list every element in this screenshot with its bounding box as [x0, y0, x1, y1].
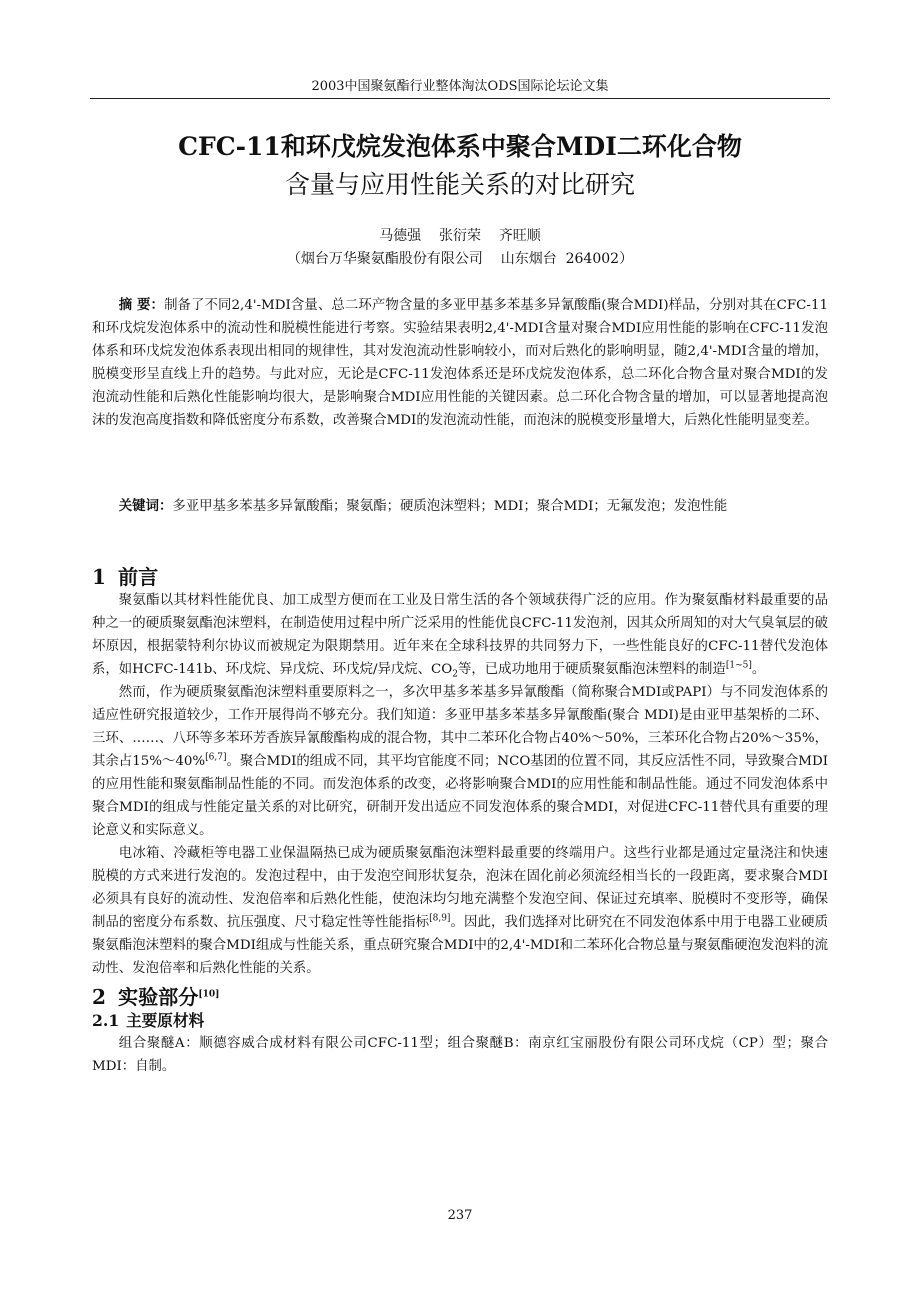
paragraph-1: 聚氨酯以其材料性能优良、加工成型方便而在工业及日常生活的各个领域获得广泛的应用。作为聚氨酯材料最重要的品种之一的硬质聚氨酯泡沫塑料，在制造使用过程中所广泛采用的性能优良CFC-11发泡剂，因其众所周知的对大气臭氧层的破坏原因，根据蒙特利尔协议而被规定为限期禁用。近年来在全球科技界的共同努力下，一些性能良好的CFC-11替代发泡体系，如HCFC-141b、环戊烷、异戊烷、环戊烷/异戊烷、$CO_2$等，已成功地用于硬质聚氨酯泡沫塑料的制造[1~5]。	[92, 593, 828, 680]
keywords	[92, 495, 828, 518]
section-1-number: 1	[92, 565, 106, 589]
section-2-title: 实验部分	[118, 985, 199, 1009]
paragraph-3: 电冰箱、冷藏柜等电器工业保温隔热已成为硬质聚氨酯泡沫塑料最重要的终端用户。这些行业都是通过定量浇注和快速脱模的方式来进行发泡的。发泡过程中，由于发泡空间形状复杂，泡沫在固化前必须流经相当长的一段距离，要求聚合MDI必须具有良好的流动性、发泡倍率和后熟化性能，使泡沫均匀地充满整个发泡空间、保证过充填率、脱模时不变形等，确保制品的密度分布系数、抗压强度、尺寸稳定性等性能指标[8,9]。因此，我们选择对比研究在不同发泡体系中用于电器工业硬质聚氨酯泡沫塑料的聚合MDI组成与性能关系，重点研究聚合MDI中的2,4'-MDI和二苯环化合物总量与聚氨酯硬泡发泡料的流动性、发泡倍率和后熟化性能的关系。	[92, 846, 829, 976]
section-1-heading	[92, 566, 828, 589]
paragraph-materials: 组合聚醚A：顺德容威合成材料有限公司CFC-11型；组合聚醚B：南京红宝丽股份有限公司环戊烷（CP）型；聚合MDI：自制。	[92, 1036, 828, 1074]
header-rule	[90, 98, 830, 99]
abstract-label: 摘 要：	[118, 297, 165, 313]
keywords-text: 多亚甲基多苯基多异氰酸酯；聚氨酯；硬质泡沫塑料；MDI；聚合MDI；无氟发泡；发泡性能	[172, 499, 728, 514]
citation-ref: [1~5]	[725, 660, 752, 671]
citation-ref: [10]	[198, 989, 220, 1000]
affiliation: （烟台万华聚氨酯股份有限公司 山东烟台 264002）	[286, 251, 634, 267]
section-1-title: 前言	[118, 565, 159, 589]
authors: 马德强 张衍荣 齐旺顺	[379, 228, 541, 244]
section-2-1-title: 主要原材料	[126, 1011, 205, 1030]
paper-title	[90, 128, 830, 204]
page-number: 237	[447, 1208, 473, 1223]
section-2-number: 2	[92, 985, 106, 1009]
citation-ref: [6,7]	[205, 752, 227, 763]
running-head: 2003中国聚氨酯行业整体淘汰ODS国际论坛论文集	[311, 79, 609, 94]
subscript-2: 2	[452, 669, 459, 680]
section-2-1-heading	[92, 1009, 828, 1032]
main-body	[92, 566, 828, 1078]
paragraph-2: 然而，作为硬质聚氨酯泡沫塑料重要原料之一，多次甲基多苯基多异氰酸酯（简称聚合MDI或PAPI）与不同发泡体系的适应性研究报道较少，工作开展得尚不够充分。我们知道：多亚甲基多苯基多异氰酸酯(聚合 MDI)是由亚甲基架桥的二环、三环、……、八环等多苯环芳香族异氰酸酯构成的混合物，其中二苯环化合物占40%～50%，三苯环化合物占20%～35%，其余占15%～40%[6,7]。聚合MDI的组成不同，其平均官能度不同；NCO基团的位置不同，其反应活性不同，导致聚合MDI的应用性能和聚氨酯制品性能的不同。而发泡体系的改变，必将影响聚合MDI的应用性能和制品性能。通过不同发泡体系中聚合MDI的组成与性能定量关系的对比研究，研制开发出适应不同发泡体系的聚合MDI，对促进CFC-11替代具有重要的理论意义和实际意义。	[92, 685, 828, 838]
abstract	[92, 294, 828, 432]
keywords-label: 关键词：	[118, 498, 173, 514]
section-2-heading	[92, 986, 828, 1009]
title-line-1: CFC-11和环戊烷发泡体系中聚合MDI二环化合物	[178, 132, 742, 161]
abstract-text: 制备了不同2,4'-MDI含量、总二环产物含量的多亚甲基多苯基多异氰酸酯(聚合MDI)样品，分别对其在CFC-11和环戊烷发泡体系中的流动性和脱模性能进行考察。实验结果表明2,4'-MDI含量对聚合MDI应用性能的影响在CFC-11发泡体系和环戊烷发泡体系表现出相同的规律性，其对发泡流动性影响较小，而对后熟化的影响明显，随2,4'-MDI含量的增加，脱模变形呈直线上升的趋势。与此对应，无论是CFC-11发泡体系还是环戊烷发泡体系，总二环化合物含量对聚合MDI的发泡流动性能和后熟化性能影响均很大，是影响聚合MDI应用性能的关键因素。总二环化合物含量的增加，可以显著地提高泡沫的发泡高度指数和降低密度分布系数，改善聚合MDI的发泡流动性能，而泡沫的脱模变形量增大，后熟化性能明显变差。	[92, 298, 828, 428]
citation-ref: [8,9]	[429, 913, 451, 924]
title-line-2: 含量与应用性能关系的对比研究	[284, 170, 635, 199]
section-2-1-number: 2.1	[92, 1011, 120, 1030]
